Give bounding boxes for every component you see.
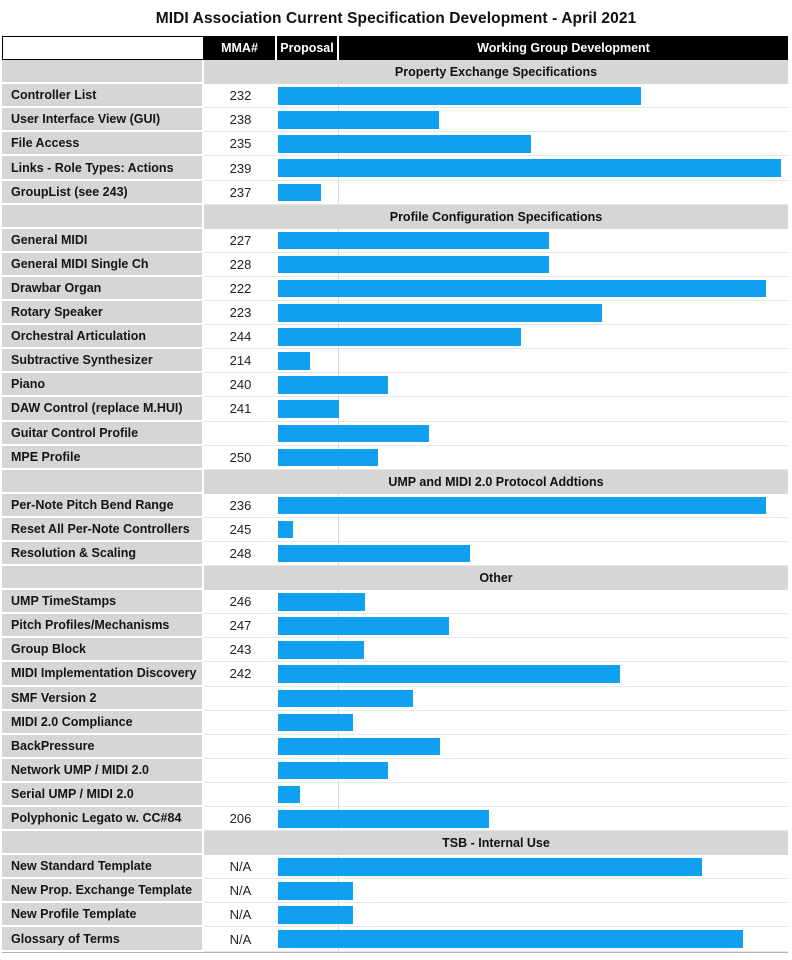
bar-track (277, 662, 788, 686)
row-label: Network UMP / MIDI 2.0 (2, 759, 204, 783)
table-row (2, 518, 788, 542)
row-label: MPE Profile (2, 446, 204, 470)
bar-track (277, 927, 788, 951)
progress-bar (278, 87, 641, 105)
bar-track (277, 855, 788, 879)
row-mma-number: N/A (204, 879, 277, 903)
row-label: Subtractive Synthesizer (2, 349, 204, 373)
row-label: Orchestral Articulation (2, 325, 204, 349)
bar-track (277, 253, 788, 277)
section-header-label: Profile Configuration Specifications (204, 205, 788, 229)
progress-bar (278, 762, 388, 780)
bar-track (277, 349, 788, 373)
row-label: Drawbar Organ (2, 277, 204, 301)
row-mma-number: 239 (204, 156, 277, 180)
row-mma-number: 236 (204, 494, 277, 518)
section-header-label: Other (204, 566, 788, 590)
row-label: Guitar Control Profile (2, 422, 204, 446)
bar-track (277, 903, 788, 927)
row-mma-number: 241 (204, 397, 277, 421)
table-row (2, 397, 788, 421)
row-mma-number: 227 (204, 229, 277, 253)
row-label: Rotary Speaker (2, 301, 204, 325)
progress-bar (278, 135, 531, 153)
bar-track (277, 542, 788, 566)
progress-bar (278, 593, 365, 611)
bar-track (277, 108, 788, 132)
progress-bar (278, 497, 766, 515)
table-row (2, 662, 788, 686)
progress-bar (278, 304, 602, 322)
row-label: New Standard Template (2, 855, 204, 879)
row-label: Serial UMP / MIDI 2.0 (2, 783, 204, 807)
table-row (2, 277, 788, 301)
progress-bar (278, 328, 521, 346)
progress-bar (278, 617, 449, 635)
table-row (2, 687, 788, 711)
table-row (2, 542, 788, 566)
row-mma-number: N/A (204, 927, 277, 951)
bar-track (277, 156, 788, 180)
section-header-left-cell (2, 566, 204, 590)
section-header-left-cell (2, 470, 204, 494)
column-divider-line (338, 349, 339, 372)
row-mma-number (204, 759, 277, 783)
row-mma-number: 223 (204, 301, 277, 325)
row-label: Polyphonic Legato w. CC#84 (2, 807, 204, 831)
bar-track (277, 879, 788, 903)
table-row (2, 855, 788, 879)
table-header-row (2, 36, 788, 60)
table-row (2, 156, 788, 180)
column-divider-line (338, 783, 339, 806)
section-header-row (2, 60, 788, 84)
section-header-left-cell (2, 60, 204, 84)
bar-track (277, 638, 788, 662)
bar-track (277, 614, 788, 638)
bar-track (277, 446, 788, 470)
progress-bar (278, 714, 353, 732)
bar-track (277, 301, 788, 325)
section-header-left-cell (2, 205, 204, 229)
table-row (2, 735, 788, 759)
section-header-label: UMP and MIDI 2.0 Protocol Addtions (204, 470, 788, 494)
row-label: MIDI 2.0 Compliance (2, 711, 204, 735)
table-row (2, 349, 788, 373)
progress-bar (278, 232, 549, 250)
header-cell-mma: MMA# (204, 36, 277, 60)
section-header-label: Property Exchange Specifications (204, 60, 788, 84)
table-row (2, 783, 788, 807)
table-row (2, 807, 788, 831)
bar-track (277, 181, 788, 205)
row-label: Piano (2, 373, 204, 397)
section-header-row (2, 831, 788, 855)
progress-bar (278, 786, 300, 804)
progress-bar (278, 400, 339, 418)
progress-bar (278, 521, 293, 539)
table-row (2, 132, 788, 156)
row-label: New Profile Template (2, 903, 204, 927)
table-row (2, 373, 788, 397)
table-row (2, 759, 788, 783)
bar-track (277, 590, 788, 614)
section-header-row (2, 566, 788, 590)
row-label: Group Block (2, 638, 204, 662)
row-mma-number (204, 783, 277, 807)
row-mma-number: 250 (204, 446, 277, 470)
row-label: New Prop. Exchange Template (2, 879, 204, 903)
row-mma-number: 228 (204, 253, 277, 277)
progress-bar (278, 449, 378, 467)
header-cell-working-group: Working Group Development (339, 36, 788, 60)
row-mma-number: 247 (204, 614, 277, 638)
table-row (2, 879, 788, 903)
row-label: Glossary of Terms (2, 927, 204, 951)
bar-track (277, 229, 788, 253)
table-row (2, 590, 788, 614)
progress-bar (278, 256, 549, 274)
row-mma-number: 245 (204, 518, 277, 542)
table-row (2, 638, 788, 662)
row-label: General MIDI (2, 229, 204, 253)
bar-track (277, 759, 788, 783)
progress-bar (278, 111, 439, 129)
progress-bar (278, 159, 781, 177)
row-label: UMP TimeStamps (2, 590, 204, 614)
table-row (2, 253, 788, 277)
row-label: User Interface View (GUI) (2, 108, 204, 132)
column-divider-line (338, 518, 339, 541)
row-mma-number (204, 735, 277, 759)
row-mma-number: 222 (204, 277, 277, 301)
bar-track (277, 807, 788, 831)
table-row (2, 301, 788, 325)
header-cell-proposal: Proposal (277, 36, 339, 60)
section-header-left-cell (2, 831, 204, 855)
row-label: Pitch Profiles/Mechanisms (2, 614, 204, 638)
row-mma-number: 246 (204, 590, 277, 614)
table-row (2, 903, 788, 927)
row-label: DAW Control (replace M.HUI) (2, 397, 204, 421)
page-title: MIDI Association Current Specification Development - April 2021 (155, 10, 637, 27)
progress-bar (278, 376, 388, 394)
row-mma-number: 248 (204, 542, 277, 566)
row-mma-number: 243 (204, 638, 277, 662)
table-row (2, 325, 788, 349)
row-mma-number: 206 (204, 807, 277, 831)
row-label: GroupList (see 243) (2, 181, 204, 205)
header-cell-blank (2, 36, 204, 60)
row-mma-number (204, 711, 277, 735)
progress-bar (278, 641, 364, 659)
bar-track (277, 373, 788, 397)
row-label: SMF Version 2 (2, 687, 204, 711)
table-row (2, 108, 788, 132)
row-label: Reset All Per-Note Controllers (2, 518, 204, 542)
progress-bar (278, 665, 620, 683)
row-mma-number (204, 422, 277, 446)
row-label: General MIDI Single Ch (2, 253, 204, 277)
bar-track (277, 494, 788, 518)
bar-track (277, 711, 788, 735)
row-mma-number: 240 (204, 373, 277, 397)
table-row (2, 927, 788, 951)
section-header-row (2, 205, 788, 229)
progress-bar (278, 545, 470, 563)
row-mma-number: 238 (204, 108, 277, 132)
progress-bar (278, 930, 743, 948)
bar-track (277, 783, 788, 807)
progress-bar (278, 810, 489, 828)
bar-track (277, 422, 788, 446)
section-header-label: TSB - Internal Use (204, 831, 788, 855)
section-header-row (2, 470, 788, 494)
table-row (2, 84, 788, 108)
row-mma-number: 214 (204, 349, 277, 373)
row-mma-number: N/A (204, 903, 277, 927)
bar-track (277, 518, 788, 542)
row-mma-number: 237 (204, 181, 277, 205)
table-row (2, 494, 788, 518)
spec-table (2, 36, 788, 953)
progress-bar (278, 352, 310, 370)
table-row (2, 181, 788, 205)
column-divider-line (338, 181, 339, 204)
table-row (2, 422, 788, 446)
bar-track (277, 397, 788, 421)
bar-track (277, 325, 788, 349)
row-label: Links - Role Types: Actions (2, 156, 204, 180)
progress-bar (278, 184, 321, 202)
row-label: File Access (2, 132, 204, 156)
progress-bar (278, 738, 440, 756)
table-row (2, 614, 788, 638)
row-label: Resolution & Scaling (2, 542, 204, 566)
row-mma-number: 232 (204, 84, 277, 108)
row-mma-number: 244 (204, 325, 277, 349)
bar-track (277, 687, 788, 711)
row-mma-number: 235 (204, 132, 277, 156)
row-mma-number (204, 687, 277, 711)
row-label: BackPressure (2, 735, 204, 759)
progress-bar (278, 882, 353, 900)
table-body (2, 60, 788, 951)
progress-bar (278, 858, 702, 876)
progress-bar (278, 690, 413, 708)
row-label: Controller List (2, 84, 204, 108)
row-mma-number: 242 (204, 662, 277, 686)
bar-track (277, 84, 788, 108)
row-mma-number: N/A (204, 855, 277, 879)
progress-bar (278, 425, 429, 443)
row-label: Per-Note Pitch Bend Range (2, 494, 204, 518)
row-label: MIDI Implementation Discovery (2, 662, 204, 686)
table-row (2, 229, 788, 253)
table-row (2, 446, 788, 470)
bar-track (277, 132, 788, 156)
bar-track (277, 735, 788, 759)
table-row (2, 711, 788, 735)
progress-bar (278, 906, 353, 924)
bar-track (277, 277, 788, 301)
progress-bar (278, 280, 766, 298)
